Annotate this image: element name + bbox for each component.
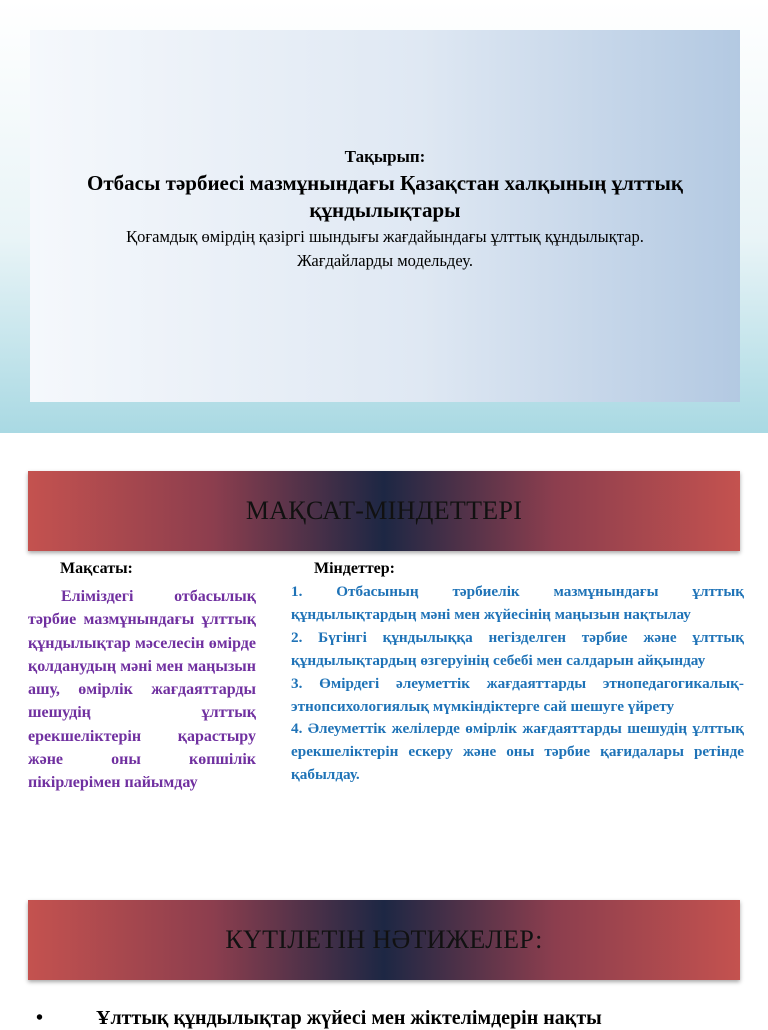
subtitle-line-1: Қоғамдық өмірдің қазіргі шындығы жағдайындағы ұлттық құндылықтар. bbox=[126, 227, 644, 246]
results-bullet-text: Ұлттық құндылықтар жүйесі мен жіктелімдерін нақты bbox=[96, 1007, 602, 1029]
task-item-4: 4. Әлеуметтік желілерде өмірлік жағдаяттарды шешудің ұлттық ерекшеліктерін ескеру және оны тәрбие қағидалары ретінде қабылдау. bbox=[291, 720, 744, 784]
task-item-1: 1. Отбасының тәрбиелік мазмұнындағы ұлттық құндылықтардың мәні мен жүйесінің маңызын нақтылау bbox=[291, 583, 744, 623]
title-block bbox=[30, 146, 740, 272]
task-item-2: 2. Бүгінгі құндылыққа негізделген тәрбие және ұлттық құндылықтардың өзгеруінің себебі мен салдарын айқындау bbox=[291, 628, 744, 669]
slide-divider bbox=[0, 433, 768, 441]
goals-banner: МАҚСАТ-МІНДЕТТЕРІ bbox=[28, 471, 740, 551]
topic-label: Тақырып: bbox=[344, 147, 426, 166]
results-bullet bbox=[36, 1007, 746, 1030]
bullet-icon: • bbox=[36, 1007, 44, 1029]
title-slide bbox=[0, 0, 768, 433]
main-title: Отбасы тәрбиесі мазмұнындағы Қазақстан халқының ұлттық құндылықтары bbox=[87, 171, 683, 222]
results-banner: КҮТІЛЕТІН НӘТИЖЕЛЕР: bbox=[28, 900, 740, 980]
goal-heading: Мақсаты: bbox=[60, 560, 133, 577]
tasks-heading: Міндеттер: bbox=[314, 560, 396, 577]
tasks-list bbox=[291, 581, 744, 787]
subtitle-line-2: Жағдайларды модельдеу. bbox=[297, 251, 473, 270]
goal-text: Еліміздегі отбасылық тәрбие мазмұнындағы ұлттық құндылықтар мәселесін өмірде қолданудың мәні мен маңызын ашу, өмірлік жағдаяттарды шешудің ұлттық ерекшеліктерін қарастыру және оны көпшілік пікірлерімен пайымдау bbox=[28, 588, 256, 792]
task-item-3: 3. Өмірдегі әлеуметтік жағдаяттарды этнопедагогикалық-этнопсихологиялық мүмкіндіктерге сай шешуге үйрету bbox=[291, 674, 744, 715]
